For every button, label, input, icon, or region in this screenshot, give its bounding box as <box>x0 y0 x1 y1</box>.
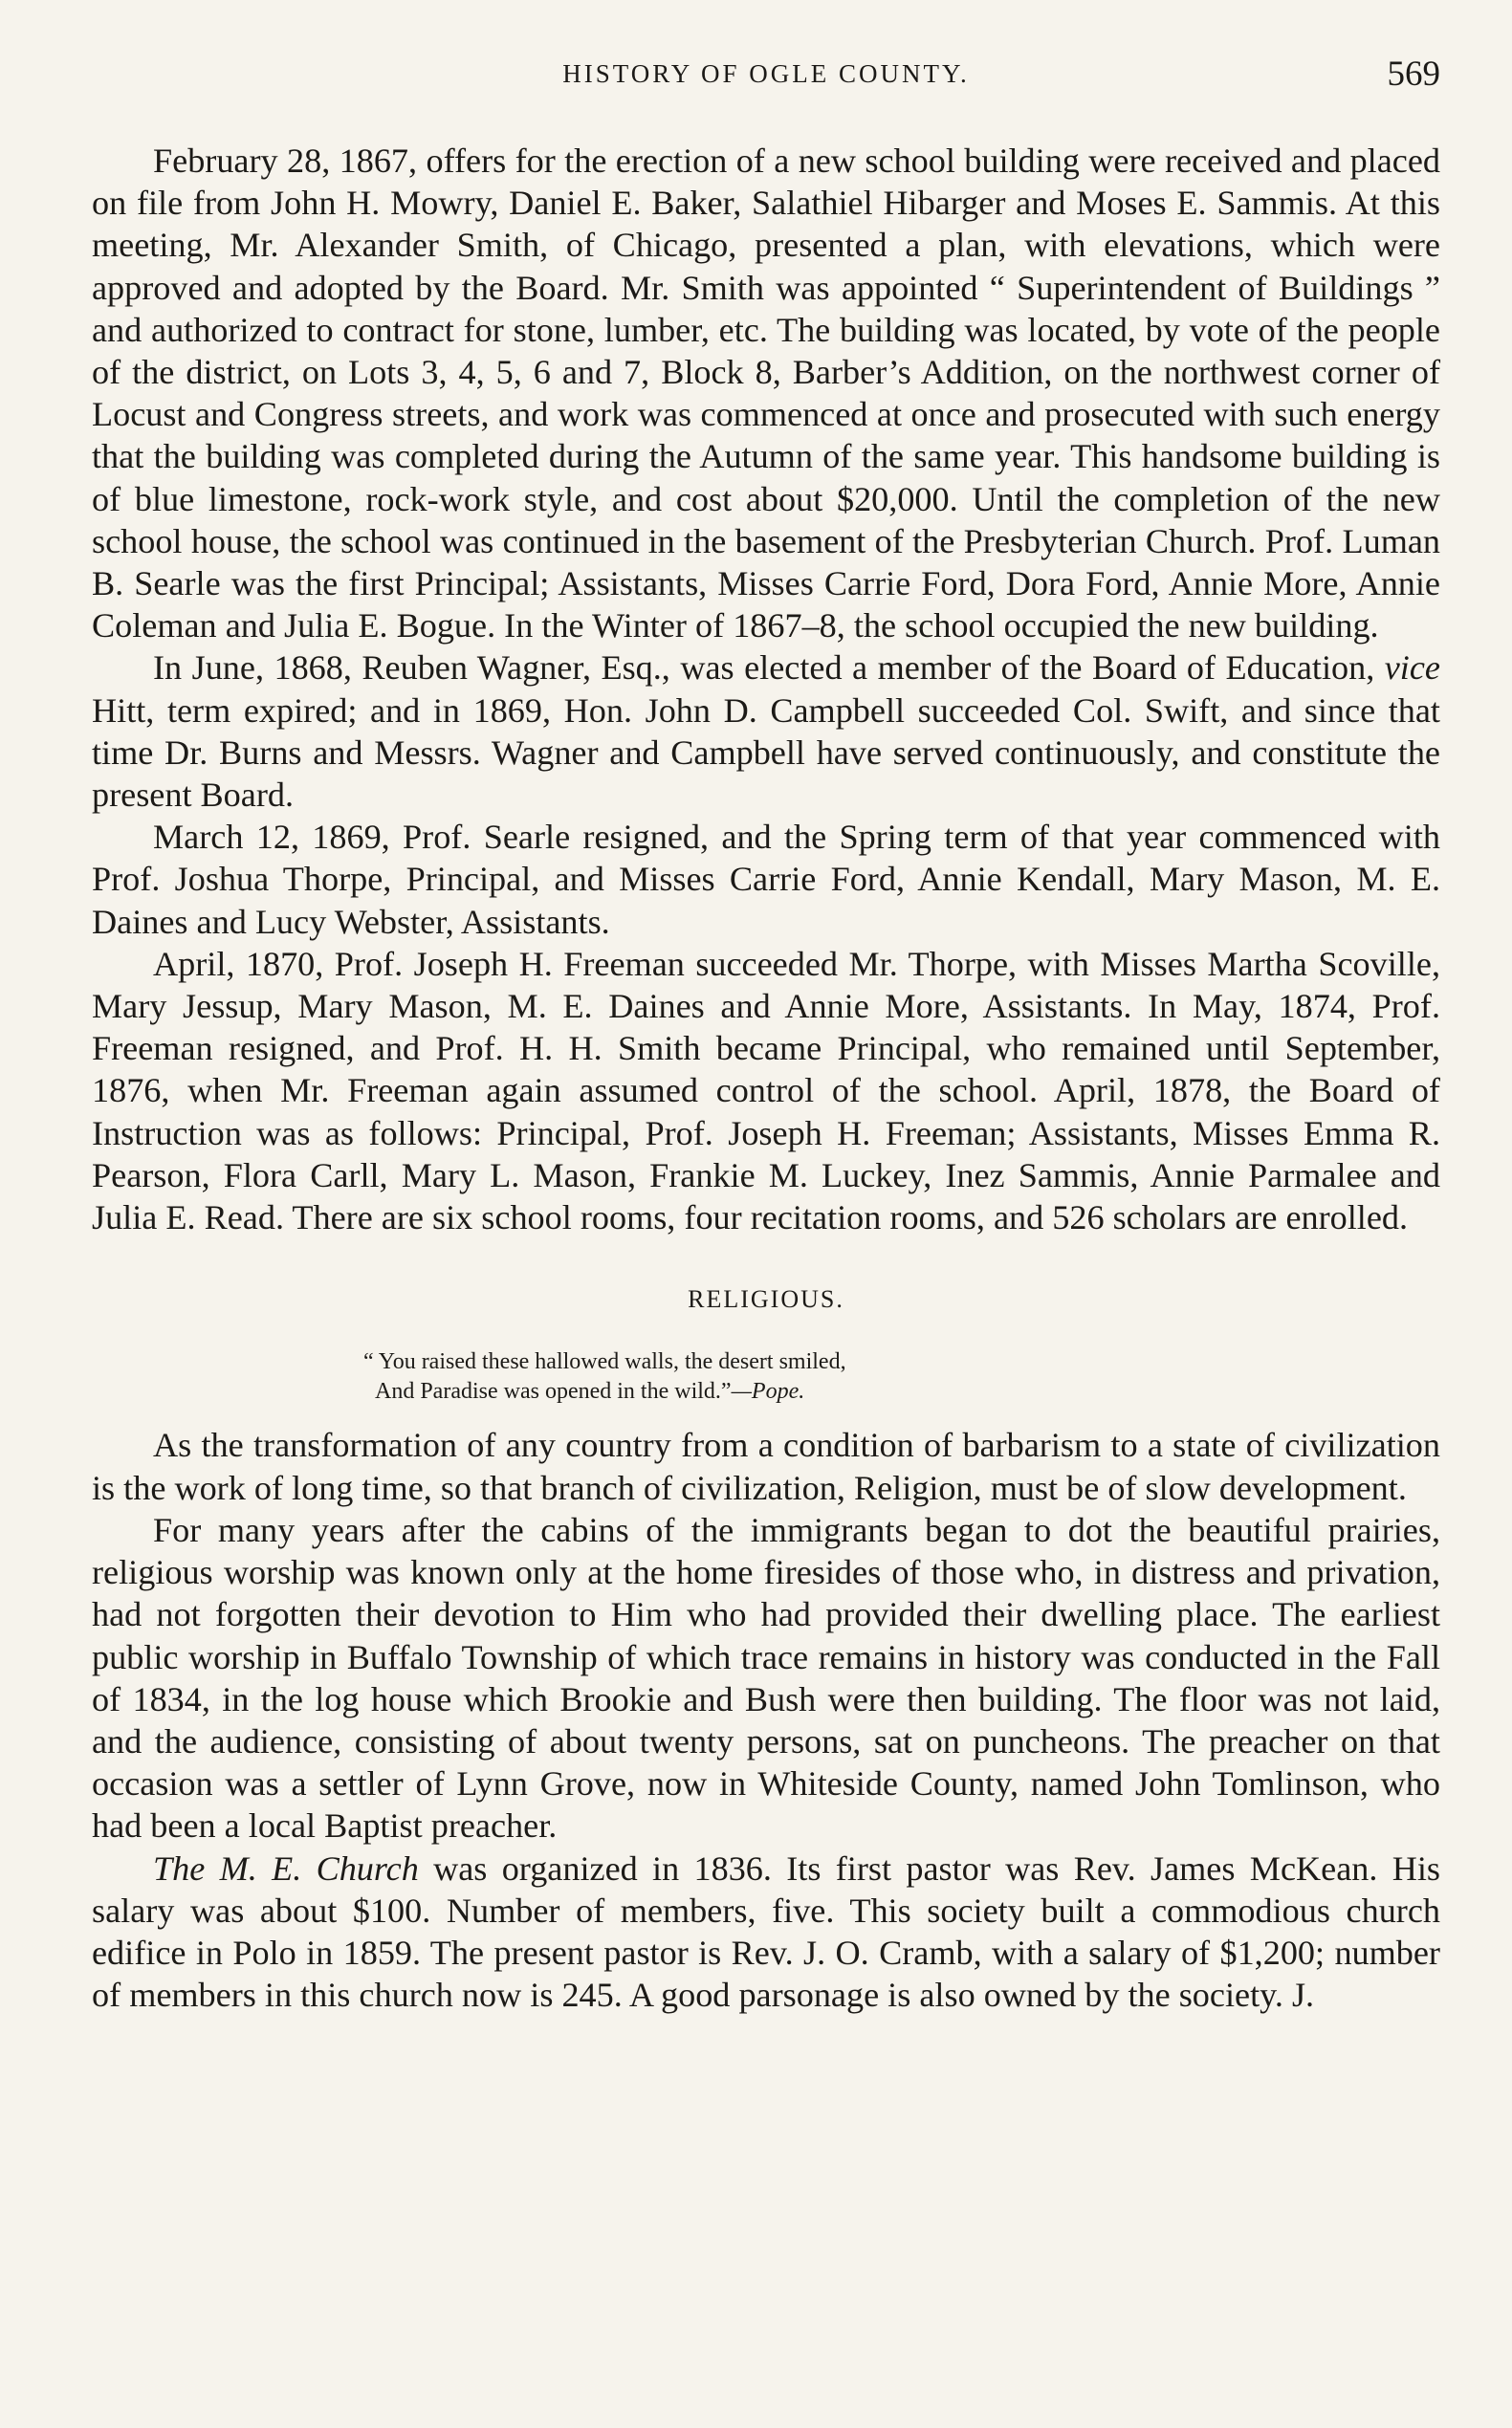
body-text <box>92 140 1440 2016</box>
running-title: HISTORY OF OGLE COUNTY. <box>562 59 970 88</box>
epigraph-line: “ You raised these hallowed walls, the desert smiled, <box>363 1349 846 1375</box>
epigraph <box>92 1347 1440 1407</box>
paragraph: February 28, 1867, offers for the erection of a new school building were received and placed on file from John H. Mowry, Daniel E. Baker, Salathiel Hibarger and Moses E. Sammis. At this meeting, Mr. Alexander Smith, of Chicago, presented a plan, with elevations, which were approved and adopted by the Board. Mr. Smith was appointed “ Superintendent of Buildings ” and authorized to contract for stone, lumber, etc. The building was located, by vote of the people of the district, on Lots 3, 4, 5, 6 and 7, Block 8, Barber’s Addition, on the northwest corner of Locust and Congress streets, and work was commenced at once and prosecuted with such energy that the building was completed during the Autumn of the same year. This handsome building is of blue limestone, rock-work style, and cost about $20,000. Until the completion of the new school house, the school was continued in the basement of the Presbyterian Church. Prof. Luman B. Searle was the first Principal; Assistants, Misses Carrie Ford, Dora Ford, Annie More, Annie Coleman and Julia E. Bogue. In the Winter of 1867–8, the school occupied the new building. <box>92 142 1440 645</box>
running-header <box>92 54 1440 92</box>
paragraph: In June, 1868, Reuben Wagner, Esq., was elected a member of the Board of Education, vice Hitt, term expired; and in 1869, Hon. John D. Campbell succeeded Col. Swift, and since that time Dr. Burns and Messrs. Wagner and Campbell have served continuously, and constitute the present Board. <box>92 648 1440 815</box>
paragraph: April, 1870, Prof. Joseph H. Freeman succeeded Mr. Thorpe, with Misses Martha Scoville, Mary Jessup, Mary Mason, M. E. Daines and Annie More, Assistants. In May, 1874, Prof. Freeman resigned, and Prof. H. H. Smith became Principal, who remained until September, 1876, when Mr. Freeman again assumed control of the school. April, 1878, the Board of Instruction was as follows: Principal, Prof. Joseph H. Freeman; Assistants, Misses Emma R. Pearson, Flora Carll, Mary L. Mason, Frankie M. Luckey, Inez Sammis, Annie Parmalee and Julia E. Read. There are six school rooms, four recitation rooms, and 526 scholars are enrolled. <box>92 944 1440 1237</box>
epigraph-attribution: —Pope. <box>731 1379 805 1405</box>
section-heading: RELIGIOUS. <box>688 1285 844 1314</box>
paragraph: For many years after the cabins of the immigrants began to dot the beautiful prairies, religious worship was known only at the home firesides of those who, in distress and privation, had not forgotten their devotion to Him who had provided their dwelling place. The earliest public worship in Buffalo Township of which trace remains in history was conducted in the Fall of 1834, in the log house which Brookie and Bush were then building. The floor was not laid, and the audience, consisting of about twenty persons, sat on puncheons. The preacher on that occasion was a settler of Lynn Grove, now in Whiteside County, named John Tomlinson, who had been a local Baptist preacher. <box>92 1510 1440 1846</box>
paragraph: The M. E. Church was organized in 1836. Its first pastor was Rev. James McKean. His salary was about $100. Number of members, five. This society built a commodious church edifice in Polo in 1859. The present pastor is Rev. J. O. Cramb, with a salary of $1,200; number of members in this church now is 245. A good parsonage is also owned by the society. J. <box>92 1848 1440 2015</box>
paragraph: March 12, 1869, Prof. Searle resigned, and the Spring term of that year commenced with Prof. Joshua Thorpe, Principal, and Misses Carrie Ford, Annie Kendall, Mary Mason, M. E. Daines and Lucy Webster, Assistants. <box>92 818 1440 941</box>
epigraph-line: And Paradise was opened in the wild.”—Pope. <box>375 1379 805 1405</box>
page-number: 569 <box>1387 55 1440 94</box>
paragraph: As the transformation of any country from a condition of barbarism to a state of civilization is the work of long time, so that branch of civilization, Religion, must be of slow development. <box>92 1426 1440 1507</box>
